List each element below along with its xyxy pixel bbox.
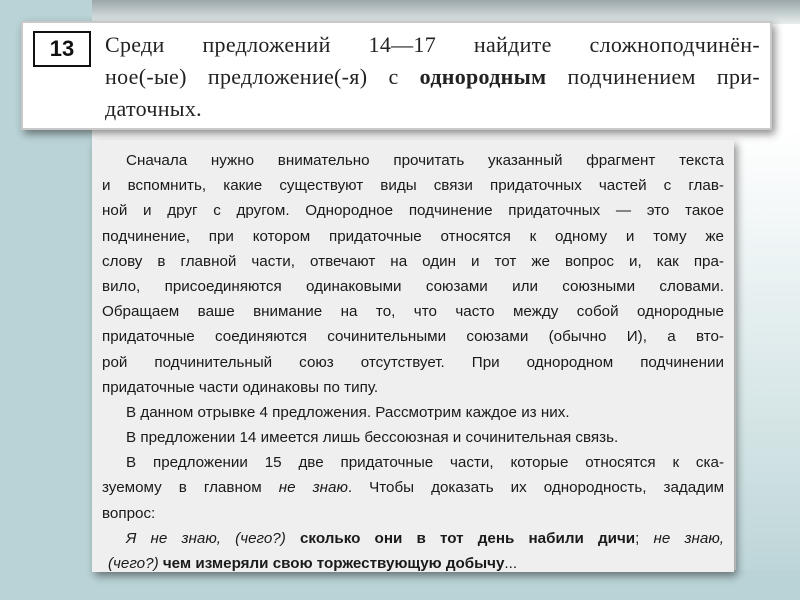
explanation-line-start: зуемому в главном [102, 479, 279, 497]
explanation-line [102, 475, 724, 500]
example-question-marker: (чего?) [108, 555, 163, 572]
question-line-1: Среди предложений 14—17 найдите сложноподчинён- [105, 32, 760, 57]
question-panel [21, 21, 772, 130]
explanation-line: Обращаем ваше внимание на то, что часто между собой однородные [102, 303, 724, 321]
explanation-line: В предложении 14 имеется лишь бессоюзная и сочинительная связь. [126, 429, 619, 447]
question-number: 13 [33, 31, 91, 67]
explanation-line: вопрос: [102, 504, 156, 522]
example-clause-1: сколько они в тот день набили дичи [299, 529, 636, 547]
question-line-2 [105, 61, 760, 93]
question-line-3: даточных. [105, 96, 202, 121]
explanation-line: Сначала нужно внимательно прочитать указанный фрагмент текста [126, 152, 724, 169]
example-line-2 [102, 551, 724, 576]
example-question-marker: Я не знаю, (чего?) [126, 529, 300, 547]
question-line-2-start: ное(-ые) предложение(-я) с [105, 64, 420, 89]
example-separator: ; [635, 529, 654, 547]
example-line-1 [102, 526, 724, 551]
explanation-text [102, 148, 724, 576]
explanation-line: рой подчинительный союз отсутствует. При однородном подчинении [102, 353, 724, 371]
explanation-line-end: . Чтобы доказать их однородность, зададим [347, 479, 725, 497]
question-emphasis: однородным [419, 64, 547, 89]
example-main-clause: не знаю, [653, 529, 724, 547]
explanation-italic-predicate: не знаю [278, 479, 348, 497]
explanation-line: В данном отрывке 4 предложения. Рассмотрим каждое из них. [126, 403, 570, 421]
explanation-line: вило, присоединяются одинаковыми союзами или союзными словами. [102, 277, 724, 295]
question-text [105, 29, 760, 125]
explanation-line: слову в главной части, отвечают на один и тот же вопрос и, как пра- [102, 252, 724, 270]
explanation-line: подчинение, при котором придаточные относятся к одному и тому же [102, 227, 724, 245]
background-right-strip [736, 130, 800, 600]
example-clause-2: чем измеряли свою торжествующую добычу [162, 555, 505, 572]
question-line-2-end: подчинением при- [546, 64, 760, 89]
example-ellipsis: ... [504, 555, 518, 572]
explanation-line: ной и друг с другом. Однородное подчинение придаточных — это такое [102, 202, 724, 220]
explanation-line: придаточные соединяются сочинительными союзами (обычно И), а вто- [102, 328, 724, 346]
explanation-panel [92, 140, 734, 572]
explanation-line: придаточные части одинаковы по типу. [102, 378, 379, 396]
explanation-line: В предложении 15 две придаточные части, которые относятся к ска- [126, 454, 724, 472]
explanation-line: и вспомнить, какие существуют виды связи придаточных частей с глав- [102, 177, 724, 195]
